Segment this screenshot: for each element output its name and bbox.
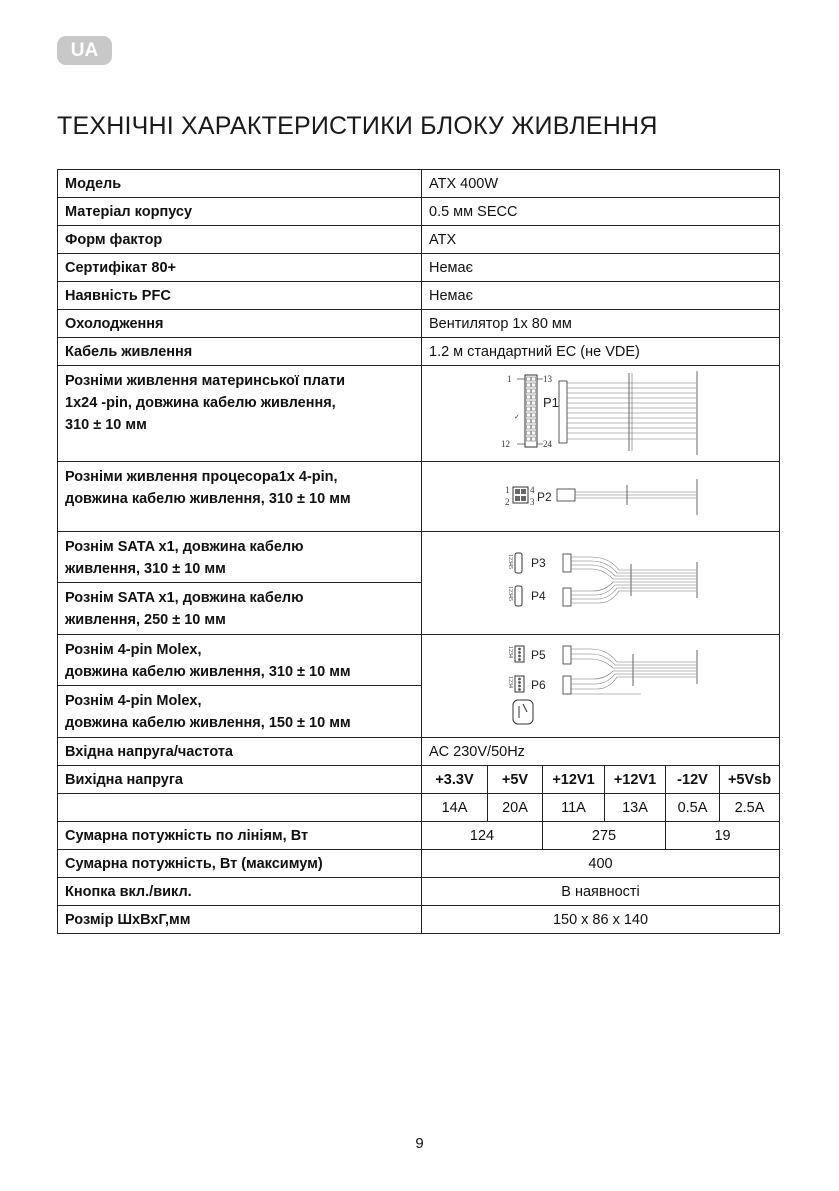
max-power-label: Сумарна потужність, Вт (максимум)	[58, 850, 422, 878]
svg-text:13: 13	[542, 373, 552, 384]
line-power-row	[58, 822, 780, 850]
row-value: Немає	[422, 254, 780, 282]
row-label: Охолодження	[58, 310, 422, 338]
table-row	[58, 282, 780, 310]
rail-header: +12V1	[605, 766, 666, 794]
row-value: 0.5 мм SECC	[422, 198, 780, 226]
table-row	[58, 738, 780, 766]
rail-header: +12V1	[543, 766, 605, 794]
rail-current: 20A	[488, 794, 543, 822]
connector-row-cpu	[58, 462, 780, 532]
cpu-4pin-connector-icon	[501, 477, 701, 517]
svg-text:3: 3	[529, 496, 535, 507]
svg-text:4: 4	[529, 484, 535, 495]
input-voltage-value: AC 230V/50Hz	[422, 738, 780, 766]
svg-text:✓: ✓	[513, 413, 520, 421]
row-label: Форм фактор	[58, 226, 422, 254]
row-value: 1.2 м стандартний EC (не VDE)	[422, 338, 780, 366]
power-switch-value: В наявності	[422, 878, 780, 906]
row-label: Матеріал корпусу	[58, 198, 422, 226]
language-badge: UA	[57, 36, 112, 65]
connector-label-molex2: Рознім 4-pin Molex, довжина кабелю живлення, 150 ± 10 мм	[58, 686, 422, 738]
svg-text:24: 24	[542, 438, 552, 449]
line-power-value: 19	[666, 822, 780, 850]
table-row	[58, 170, 780, 198]
rail-header: +5V	[488, 766, 543, 794]
rail-current: 13A	[605, 794, 666, 822]
row-value: Вентилятор 1х 80 мм	[422, 310, 780, 338]
connector-row-molex1	[58, 635, 780, 686]
connector-label-molex1: Рознім 4-pin Molex, довжина кабелю живлення, 310 ± 10 мм	[58, 635, 422, 686]
rail-current: 2.5A	[720, 794, 780, 822]
line-power-value: 275	[543, 822, 666, 850]
rail-header: -12V	[666, 766, 720, 794]
row-value: ATX	[422, 226, 780, 254]
svg-text:P2: P2	[536, 489, 552, 504]
svg-text:P5: P5	[530, 648, 546, 662]
table-row	[58, 226, 780, 254]
connector-diagram-sata	[422, 532, 780, 635]
svg-text:P3: P3	[530, 556, 546, 570]
atx24-connector-icon	[501, 369, 701, 459]
molex-connector-icon	[501, 638, 701, 734]
spec-table	[57, 169, 780, 934]
connector-row-sata1	[58, 532, 780, 583]
svg-text:12: 12	[500, 438, 510, 449]
connector-diagram-cpu	[422, 462, 780, 532]
svg-text:12345: 12345	[506, 554, 513, 569]
svg-text:12345: 12345	[506, 586, 513, 601]
svg-text:P6: P6	[530, 678, 546, 692]
svg-text:P4: P4	[530, 589, 546, 603]
connector-row-mb	[58, 366, 780, 462]
power-switch-label: Кнопка вкл./викл.	[58, 878, 422, 906]
connector-label-sata2: Рознім SATA х1, довжина кабелю живлення, 250 ± 10 мм	[58, 583, 422, 635]
rail-current: 14A	[422, 794, 488, 822]
table-row	[58, 338, 780, 366]
line-power-value: 124	[422, 822, 543, 850]
row-label: Сертифікат 80+	[58, 254, 422, 282]
output-rails-row	[58, 766, 780, 794]
table-row	[58, 310, 780, 338]
row-label: Наявність PFC	[58, 282, 422, 310]
input-voltage-label: Вхідна напруга/частота	[58, 738, 422, 766]
svg-text:1: 1	[504, 484, 510, 495]
rail-current: 0.5A	[666, 794, 720, 822]
svg-text:1234: 1234	[506, 646, 513, 658]
row-label: Кабель живлення	[58, 338, 422, 366]
output-voltage-label: Вихідна напруга	[58, 766, 422, 794]
table-row	[58, 878, 780, 906]
connector-label-sata1: Рознім SATA х1, довжина кабелю живлення, 310 ± 10 мм	[58, 532, 422, 583]
table-row	[58, 850, 780, 878]
connector-diagram-mb	[422, 366, 780, 462]
dimensions-label: Розмір ШхВхГ,мм	[58, 906, 422, 934]
table-row	[58, 254, 780, 282]
max-power-value: 400	[422, 850, 780, 878]
line-power-label: Сумарна потужність по лініям, Вт	[58, 822, 422, 850]
connector-label-cpu: Розніми живлення процесора1x 4-pin, довжина кабелю живлення, 310 ± 10 мм	[58, 462, 422, 532]
svg-text:P1: P1	[542, 394, 559, 410]
svg-text:1: 1	[506, 373, 512, 384]
page-number: 9	[415, 1135, 424, 1152]
rail-header: +3.3V	[422, 766, 488, 794]
sata-connector-icon	[501, 546, 701, 620]
dimensions-value: 150 х 86 х 140	[422, 906, 780, 934]
table-row	[58, 198, 780, 226]
output-currents-row	[58, 794, 780, 822]
row-value: Немає	[422, 282, 780, 310]
connector-diagram-molex	[422, 635, 780, 738]
svg-text:2: 2	[504, 496, 510, 507]
table-row	[58, 906, 780, 934]
page-title: ТЕХНІЧНІ ХАРАКТЕРИСТИКИ БЛОКУ ЖИВЛЕННЯ	[57, 112, 658, 140]
rail-current: 11A	[543, 794, 605, 822]
rail-header: +5Vsb	[720, 766, 780, 794]
svg-text:1234: 1234	[506, 676, 513, 688]
row-value: ATX 400W	[422, 170, 780, 198]
row-label: Модель	[58, 170, 422, 198]
empty-cell	[58, 794, 422, 822]
connector-label-mb: Розніми живлення материнської плати 1x24 -pin, довжина кабелю живлення, 310 ± 10 мм	[58, 366, 422, 462]
